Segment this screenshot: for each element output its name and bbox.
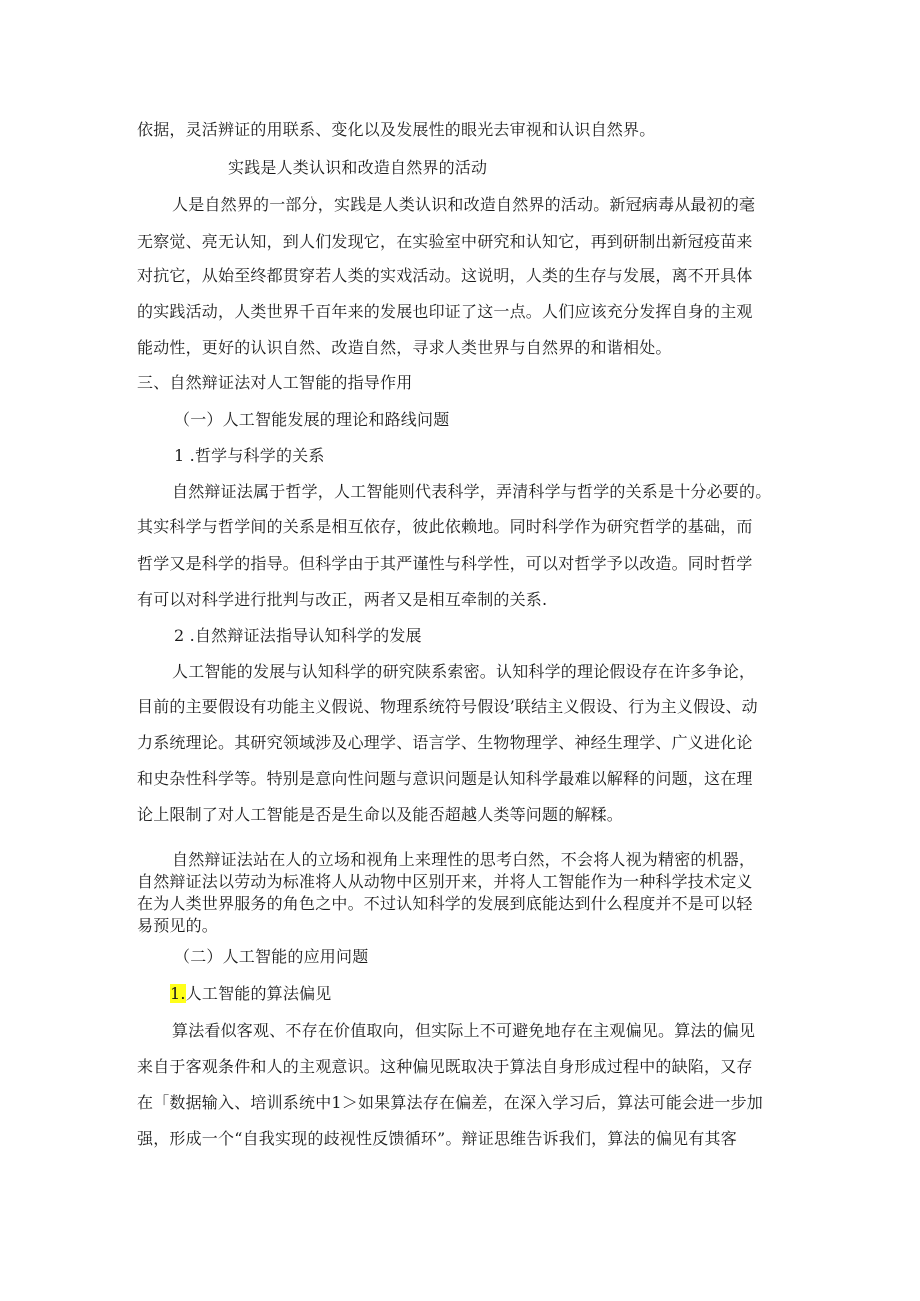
paragraph-line: 对抗它，从始至终都贯穿若人类的实戏活动。这说明，人类的生存与发展，离不开具体 <box>137 266 753 285</box>
paragraph-line: 人是自然界的一部分，实践是人类认识和改造自然界的活动。新冠病毒从最初的毫 <box>172 195 756 214</box>
paragraph-line: 有可以对科学进行批判与改正，两者又是相互牵制的关系. <box>137 590 548 609</box>
section-heading-practice: 实践是人类认识和改造自然界的活动 <box>228 158 488 177</box>
subsection-heading-2: （二）人工智能的应用问题 <box>174 947 369 966</box>
paragraph-line: 自然辩证法属于哲学，人工智能则代表科学，弄清科学与哲学的关系是十分必要的。 <box>172 482 772 501</box>
item-heading-2: 2 .自然辩证法指导认知科学的发展 <box>174 626 422 645</box>
item-heading-3 <box>170 984 331 1004</box>
paragraph-line: 易预见的。 <box>137 916 219 935</box>
highlighted-number: 1. <box>170 984 186 1003</box>
paragraph-line: 自然辩证法站在人的立场和视角上来理性的思考白然，不会将人视为精密的机器， <box>172 850 756 869</box>
paragraph-line: 的实践活动，人类世界千百年来的发展也印证了这一点。人们应该充分发挥自身的主观 <box>137 302 753 321</box>
paragraph-line: 算法看似客观、不存在价值取向，但实际上不可避免地存在主观偏见。算法的偏见 <box>172 1021 756 1040</box>
paragraph-line: 依据，灵活辨证的用联系、变化以及发展性的眼光去审视和认识自然界。 <box>137 120 656 139</box>
item-heading-3-text: 人工智能的算法偏见 <box>185 984 332 1003</box>
paragraph-line: 论上限制了对人工智能是否是生命以及能否超越人类等问题的解糅。 <box>137 805 624 824</box>
paragraph-line: 在为人类世界服务的角色之中。不过认知科学的发展到底能达到什么程度并不是可以轻 <box>137 894 753 913</box>
item-heading-1: 1 .哲学与科学的关系 <box>174 446 325 465</box>
paragraph-line: 来自于客观条件和人的主观意识。这种偏见既取决于算法自身形成过程中的缺陷，又存 <box>137 1057 753 1076</box>
paragraph-line: 无察觉、亮无认知，到人们发现它，在实验室中研究和认知它，再到研制出新冠疫苗来 <box>137 232 753 251</box>
paragraph-line: 哲学又是科学的指导。但科学由于其严谨性与科学性，可以对哲学予以改造。同时哲学 <box>137 554 753 573</box>
subsection-heading-1: （一）人工智能发展的理论和路线问题 <box>174 410 450 429</box>
paragraph-line: 和史杂性科学等。特别是意向性问题与意识问题是认知科学最难以解释的问题，这在理 <box>137 769 753 788</box>
paragraph-line: 力系统理论。其研究领域涉及心理学、语言学、生物物理学、神经生理学、广义进化论 <box>137 733 753 752</box>
paragraph-line: 其实科学与哲学间的关系是相互依存，彼此依赖地。同时科学作为研究哲学的基础，而 <box>137 517 753 536</box>
paragraph-line: 在「数据输入、培训系统中1＞如果算法存在偏差，在深入学习后，算法可能会进一步加 <box>137 1093 763 1112</box>
paragraph-line: 能动性，更好的认识自然、改造自然，寻求人类世界与自然界的和谐相处。 <box>137 338 672 357</box>
section-heading-3: 三、自然辩证法对人工智能的指导作用 <box>137 373 413 392</box>
paragraph-line: 强，形成一个“自我实现的歧视性反馈循环”。辩证思维告诉我们，算法的偏见有其客 <box>137 1129 737 1148</box>
paragraph-line: 目前的主要假设有功能主义假说、物理系统符号假设’联结主义假设、行为主义假设、动 <box>137 697 758 716</box>
paragraph-line: 自然辩证法以劳动为标准将人从动物中区别开来，并将人工智能作为一种科学技术定义 <box>137 872 753 891</box>
paragraph-line: 人工智能的发展与认知科学的研究陕系索密。认知科学的理论假设存在许多争论， <box>172 662 756 681</box>
